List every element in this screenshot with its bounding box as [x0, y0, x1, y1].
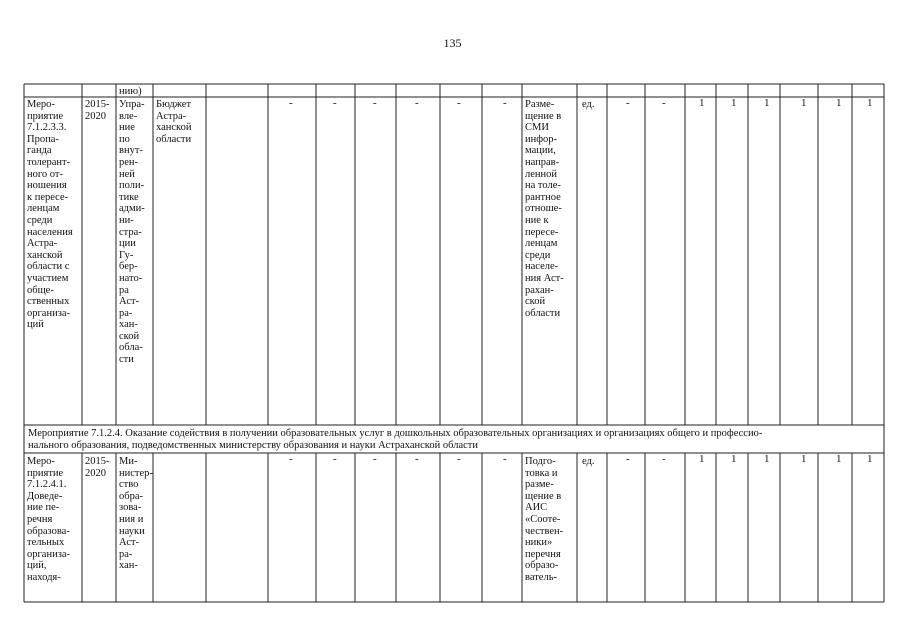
section-banner-7-1-2-4: Мероприятие 7.1.2.4. Оказание содействия в получении образовательных услуг в дошкольных образовательных организациях и организациях общего и профессио- нального образования, подведомственных министерству образования и науки Астраханской области: [28, 428, 763, 451]
dash-cell: -: [457, 453, 461, 465]
period-cell: 2015- 2020: [85, 99, 110, 122]
dash-cell: -: [415, 453, 419, 465]
unit-cell: ед.: [582, 99, 595, 110]
value-cell: 1: [764, 97, 770, 109]
value-cell: 1: [836, 97, 842, 109]
base-value-cell: -: [626, 453, 630, 465]
value-cell: 1: [836, 453, 842, 465]
base-value-cell: -: [662, 453, 666, 465]
executor-cell: Упра- вле- ние по внут- рен- ней поли- тике адми- ни- стра- ции Гу- бер- нато- ра Аст- ра- хан- ской обла- сти: [119, 99, 145, 366]
dash-cell: -: [415, 97, 419, 109]
dash-cell: -: [503, 453, 507, 465]
base-value-cell: -: [626, 97, 630, 109]
value-cell: 1: [731, 453, 737, 465]
value-cell: 1: [867, 453, 873, 465]
value-cell: 1: [699, 97, 705, 109]
period-cell: 2015- 2020: [85, 456, 110, 479]
unit-cell: ед.: [582, 456, 595, 467]
value-cell: 1: [731, 97, 737, 109]
value-cell: 1: [801, 97, 807, 109]
dash-cell: -: [457, 97, 461, 109]
dash-cell: -: [289, 97, 293, 109]
value-cell: 1: [801, 453, 807, 465]
executor-cell: Ми- нистер- ство обра- зова- ния и науки Аст- ра- хан-: [119, 456, 153, 572]
activity-cell-7-1-2-4-1: Меро- приятие 7.1.2.4.1. Доведе- ние пе- речня образова- тельных организа- ций, находя-: [27, 456, 71, 583]
page-number: 135: [443, 36, 462, 50]
indicator-cell: Подго- товка и разме- щение в АИС «Сооте- чествен- ники» перечня образо- ватель-: [525, 456, 564, 583]
base-value-cell: -: [662, 97, 666, 109]
value-cell: 1: [699, 453, 705, 465]
dash-cell: -: [503, 97, 507, 109]
dash-cell: -: [333, 453, 337, 465]
dash-cell: -: [289, 453, 293, 465]
funding-source-cell: Бюджет Астра- ханской области: [156, 99, 192, 145]
activity-cell-7-1-2-3-3: Меро- приятие 7.1.2.3.3. Пропа- ганда толерант- ного от- ношения к пересе- ленцам среди населения Астра- ханской области с участием обще- ственных организа- ций: [27, 99, 73, 331]
dash-cell: -: [333, 97, 337, 109]
dash-cell: -: [373, 453, 377, 465]
dash-cell: -: [373, 97, 377, 109]
continued-executor-text: нию): [119, 86, 142, 97]
value-cell: 1: [867, 97, 873, 109]
indicator-cell: Разме- щение в СМИ инфор- мации, направ- ленной на толе- рантное отноше- ние к пересе- ленцам среди населе- ния Аст- рахан- ской области: [525, 99, 564, 319]
value-cell: 1: [764, 453, 770, 465]
